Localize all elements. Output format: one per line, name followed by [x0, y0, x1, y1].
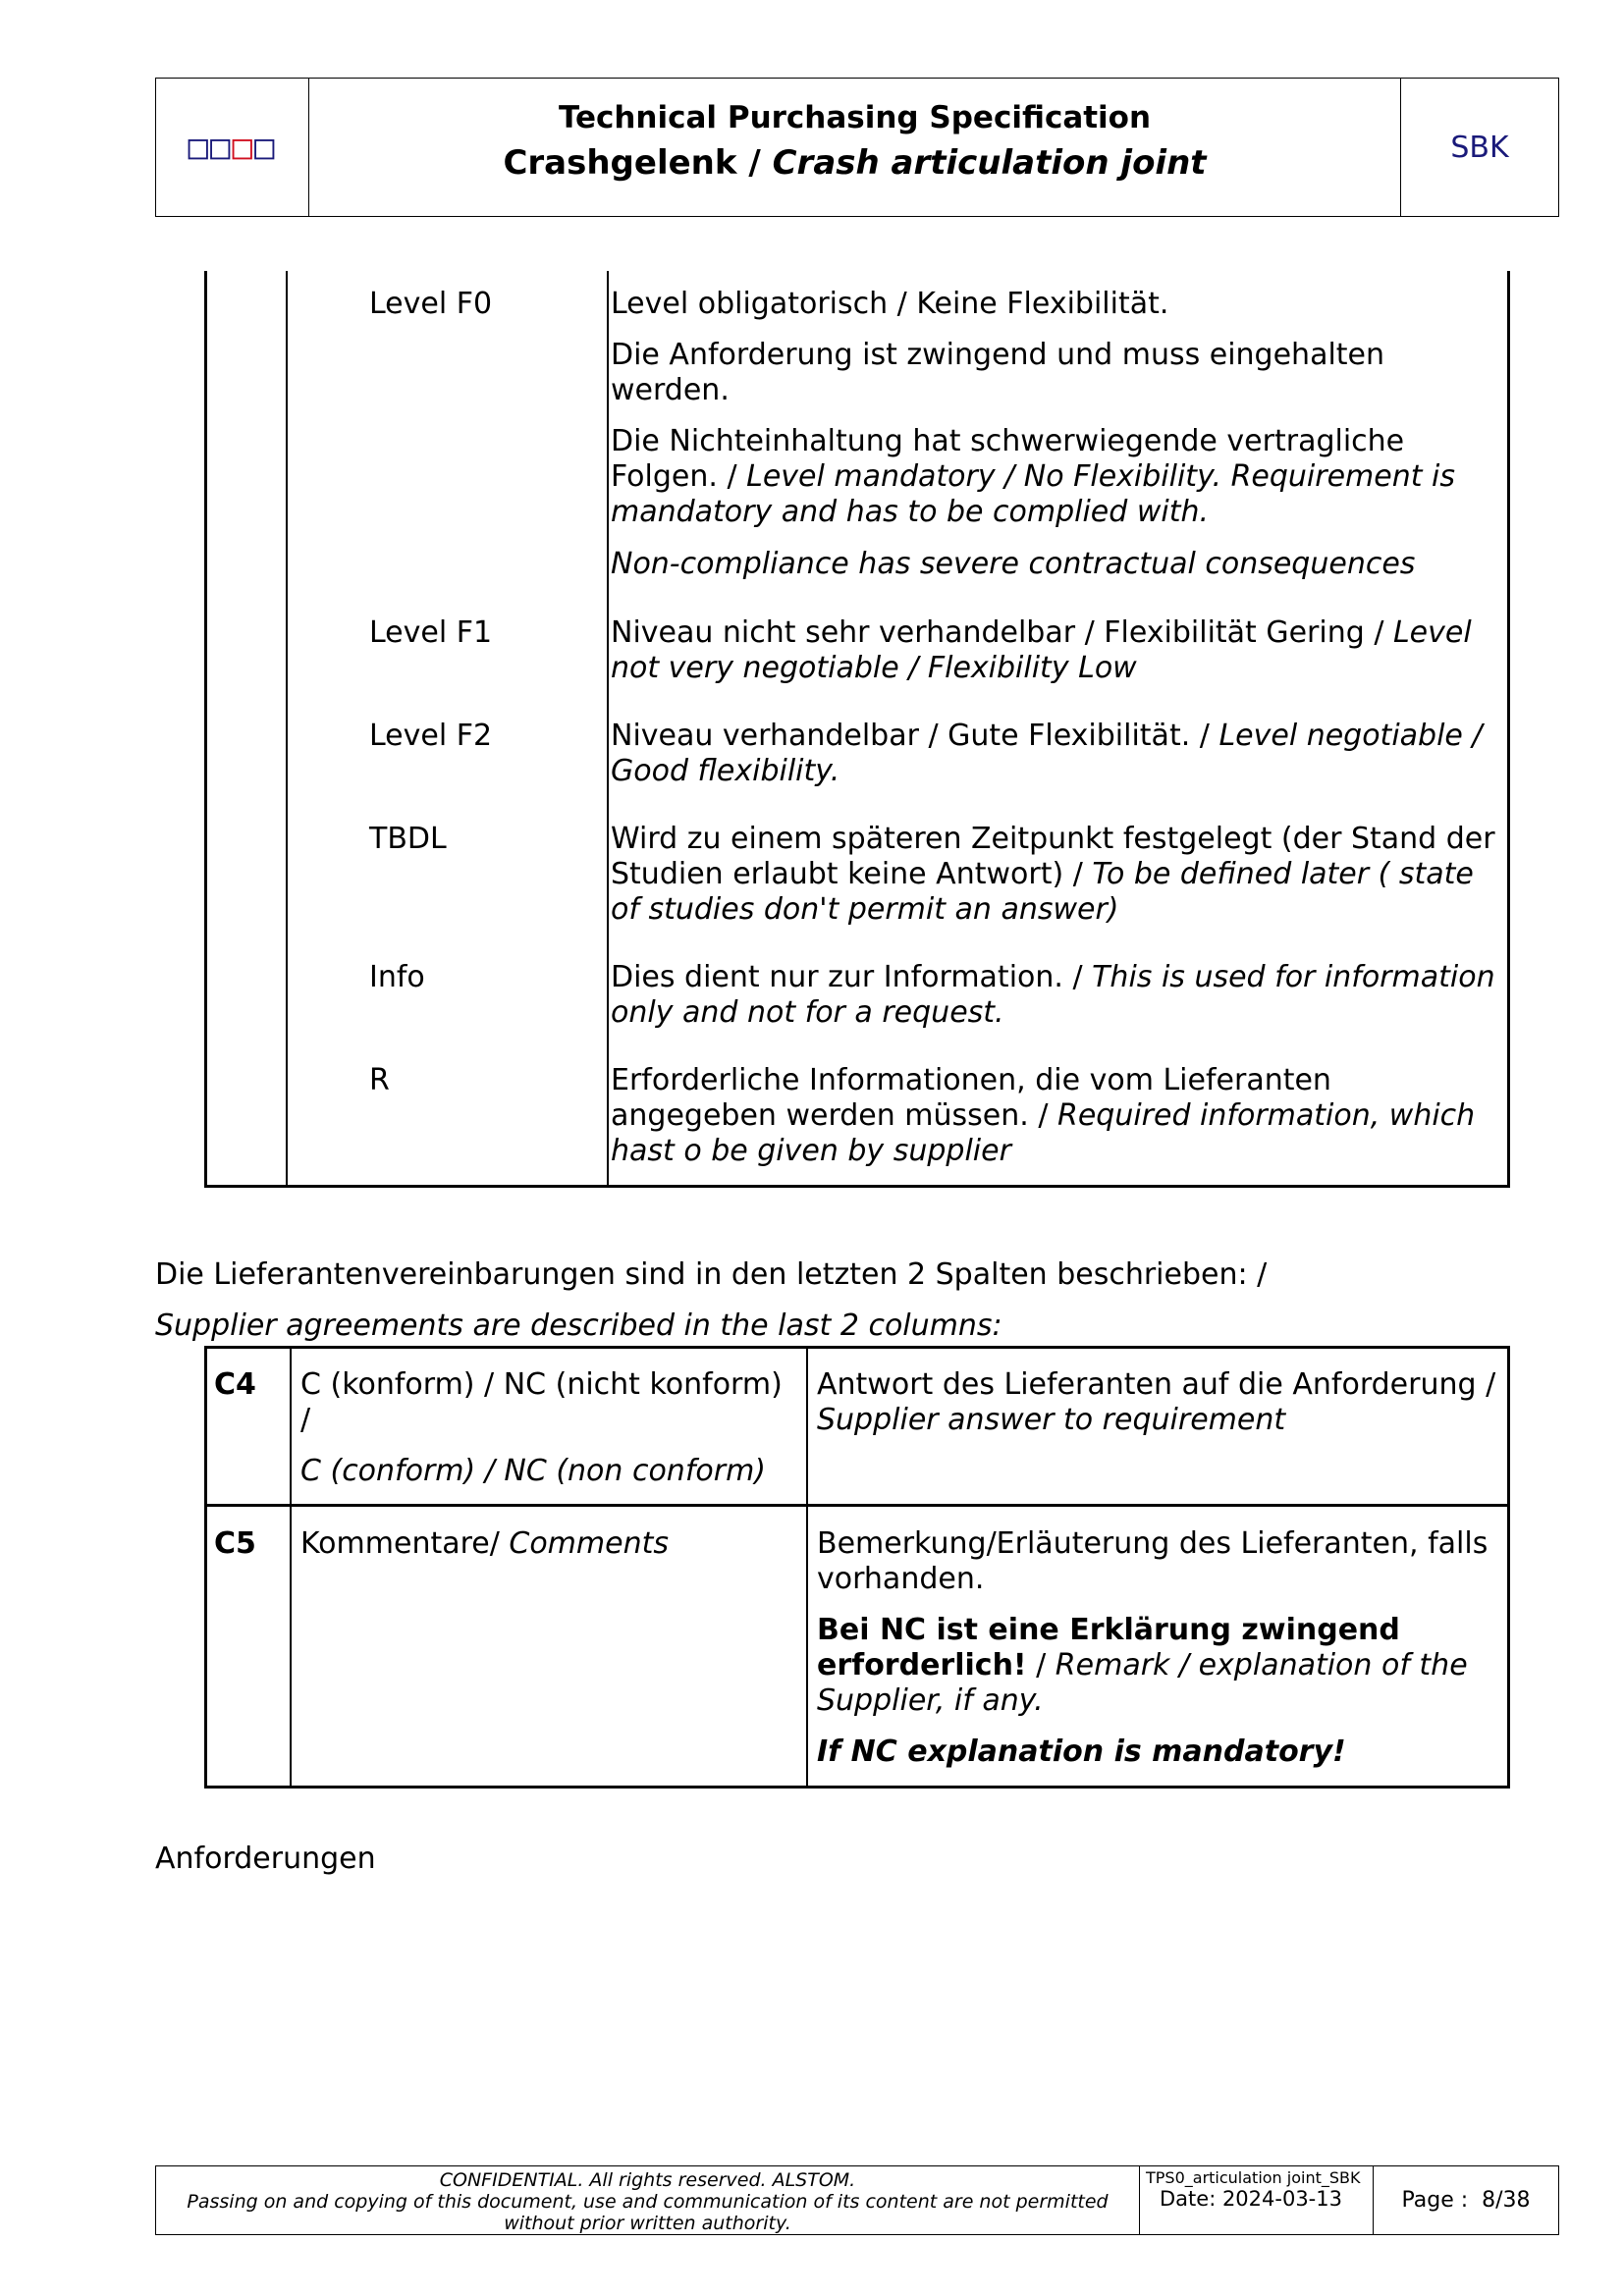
- subtitle-en: Crash articulation joint: [772, 143, 1207, 183]
- section-title: Anforderungen: [155, 1842, 376, 1876]
- footer-date: Date: 2024-03-13: [1160, 2187, 1342, 2211]
- level-desc-de: Wird zu einem späteren Zeitpunkt festgelegt (der Stand der Studien erlaubt keine Antwort) /: [611, 822, 1495, 891]
- table-divider: [607, 271, 609, 1185]
- level-desc-en: Level mandatory / No Flexibility. Requirement is mandatory and has to be complied with.: [611, 459, 1456, 529]
- column-desc-bold: Bei NC ist eine Erklärung zwingend erforderlich!: [817, 1613, 1400, 1682]
- level-desc: Level obligatorisch / Keine Flexibilität.: [611, 287, 1169, 321]
- table-divider: [806, 1349, 808, 1786]
- column-name: C (konform) / NC (nicht konform) /: [300, 1367, 783, 1437]
- table-divider: [290, 1349, 292, 1786]
- column-desc-mandatory: If NC explanation is mandatory!: [817, 1735, 1346, 1769]
- column-name-de: Kommentare/: [300, 1526, 510, 1561]
- level-code: Level F0: [369, 287, 493, 321]
- doc-subtitle: [309, 143, 1400, 183]
- column-code: C5: [214, 1526, 256, 1561]
- column-desc: [817, 1367, 1504, 1438]
- table-divider: [286, 271, 288, 1185]
- level-desc-en: To be defined later ( state of studies don't permit an answer): [611, 857, 1474, 927]
- logo-glyphs: □□□□: [188, 128, 277, 167]
- level-code: Info: [369, 960, 425, 994]
- level-code: Level F2: [369, 719, 493, 753]
- level-desc-de: Die Nichteinhaltung hat schwerwiegende vertragliche Folgen. /: [611, 424, 1405, 494]
- supplier-intro-de: Die Lieferantenvereinbarungen sind in den letzten 2 Spalten beschrieben: /: [155, 1257, 1268, 1292]
- column-code: C4: [214, 1367, 256, 1402]
- level-desc: [611, 822, 1506, 928]
- company-logo: [156, 79, 309, 216]
- doc-title: Technical Purchasing Specification: [558, 100, 1152, 135]
- supplier-intro-en: Supplier agreements are described in the last 2 columns:: [155, 1308, 1002, 1343]
- level-desc: [611, 424, 1506, 530]
- footer-page: Page : 8/38: [1401, 2188, 1531, 2213]
- column-name-en: C (conform) / NC (non conform): [300, 1454, 766, 1488]
- column-desc-en: Remark / explanation of the Supplier, if any.: [817, 1648, 1468, 1718]
- level-desc-de: Niveau verhandelbar / Gute Flexibilität. /: [611, 719, 1219, 753]
- level-code: Level F1: [369, 615, 493, 650]
- column-desc: Bemerkung/Erläuterung des Lieferanten, falls vorhanden.: [817, 1526, 1489, 1596]
- level-desc: [611, 1063, 1506, 1169]
- footer-ref-cell: [1140, 2166, 1374, 2234]
- column-name-en: Comments: [509, 1526, 669, 1561]
- level-desc-en: Level negotiable / Good flexibility.: [611, 719, 1483, 788]
- level-desc: Non-compliance has severe contractual consequences: [611, 547, 1416, 581]
- column-desc-de: Antwort des Lieferanten auf die Anforderung /: [817, 1367, 1496, 1402]
- column-desc: [817, 1613, 1504, 1719]
- level-code: TBDL: [369, 822, 447, 856]
- footer-confidential-cell: [156, 2166, 1140, 2234]
- column-desc-sep: /: [1026, 1648, 1056, 1682]
- level-desc: [611, 719, 1506, 789]
- subtitle-de: Crashgelenk /: [503, 143, 761, 183]
- document-header: [155, 78, 1559, 217]
- doc-code: SBK: [1450, 130, 1509, 165]
- footer-confidential: CONFIDENTIAL. All rights reserved. ALSTOM.: [439, 2169, 856, 2191]
- level-desc: [611, 615, 1506, 686]
- level-desc-en: This is used for information only and not for a request.: [611, 960, 1495, 1030]
- level-desc-en: Level not very negotiable / Flexibility Low: [611, 615, 1472, 685]
- level-code: R: [369, 1063, 390, 1097]
- level-desc: [611, 960, 1506, 1031]
- level-desc-en: Required information, which hast o be given by supplier: [611, 1098, 1476, 1168]
- column-desc-en: Supplier answer to requirement: [817, 1403, 1286, 1437]
- footer-doc-ref: TPS0_articulation joint_SBK: [1146, 2168, 1361, 2187]
- document-footer: [155, 2165, 1559, 2235]
- level-desc: Die Anforderung ist zwingend und muss eingehalten werden.: [611, 338, 1385, 407]
- column-name: [300, 1526, 669, 1562]
- level-desc-de: Erforderliche Informationen, die vom Lieferanten angegeben werden müssen. /: [611, 1063, 1331, 1133]
- table-row-divider: [207, 1504, 1507, 1507]
- level-desc-de: Dies dient nur zur Information. /: [611, 960, 1093, 994]
- footer-notice: Passing on and copying of this document, use and communication of its content are not permitted without prior written authority.: [187, 2191, 1109, 2234]
- header-title-cell: [309, 79, 1401, 216]
- level-desc-de: Niveau nicht sehr verhandelbar / Flexibilität Gering /: [611, 615, 1393, 650]
